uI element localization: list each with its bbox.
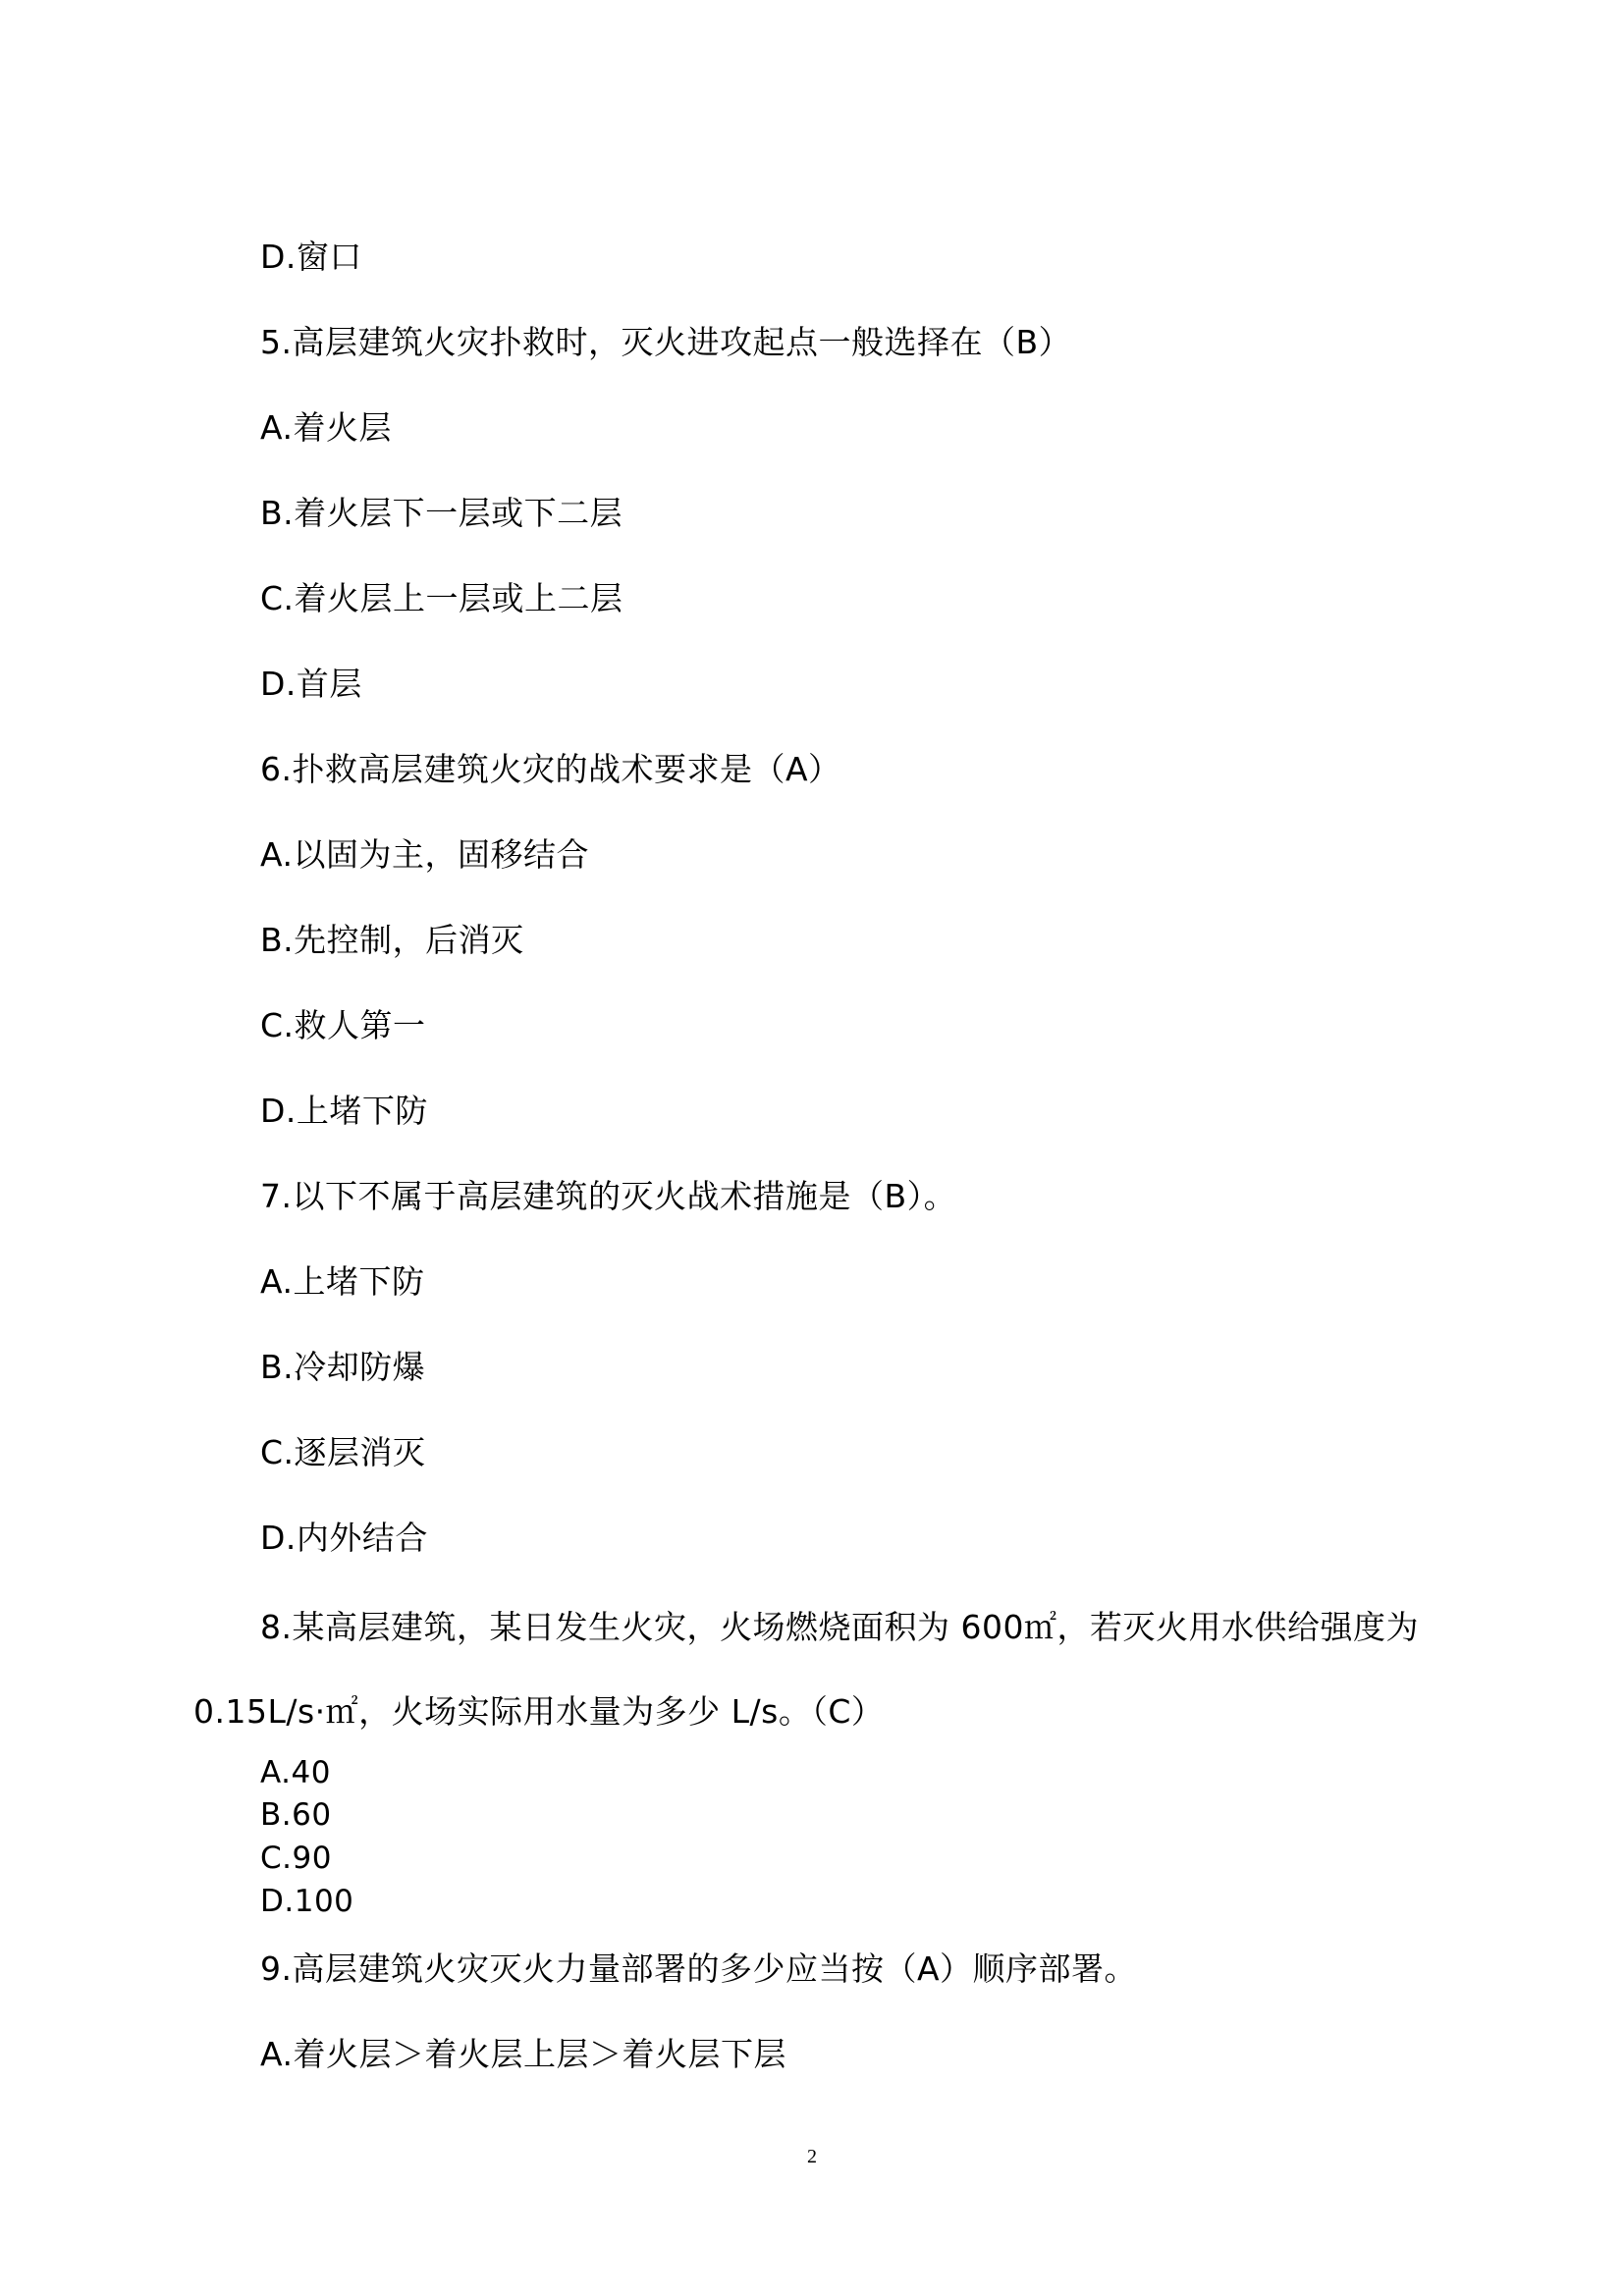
question-7-option-a: A.上堵下防 bbox=[260, 1262, 425, 1301]
question-6-option-b: B.先控制，后消灭 bbox=[260, 921, 524, 959]
question-8-option-b: B.60 bbox=[260, 1797, 332, 1833]
question-7-option-b: B.冷却防爆 bbox=[260, 1348, 426, 1386]
question-8-option-d: D.100 bbox=[260, 1884, 354, 1919]
question-6-option-d: D.上堵下防 bbox=[260, 1092, 428, 1130]
question-8-option-a: A.40 bbox=[260, 1755, 331, 1790]
question-8-line-2: 0.15L/s·㎡，火场实际用水量为多少 L/s。（C） bbox=[193, 1692, 885, 1731]
question-9: 9.高层建筑火灾灭火力量部署的多少应当按（A）顺序部署。 bbox=[260, 1949, 1138, 1988]
question-5: 5.高层建筑火灾扑救时，灭火进攻起点一般选择在（B） bbox=[260, 323, 1072, 361]
question-6: 6.扑救高层建筑火灾的战术要求是（A） bbox=[260, 750, 841, 788]
question-8-line-1: 8.某高层建筑，某日发生火灾，火场燃烧面积为 600㎡，若灭火用水供给强度为 bbox=[260, 1608, 1419, 1646]
question-7-option-c: C.逐层消灭 bbox=[260, 1433, 426, 1471]
question-6-option-a: A.以固为主，固移结合 bbox=[260, 835, 589, 874]
question-7: 7.以下不属于高层建筑的灭火战术措施是（B）。 bbox=[260, 1177, 957, 1215]
question-5-option-d: D.首层 bbox=[260, 665, 362, 703]
question-8-option-c: C.90 bbox=[260, 1841, 332, 1876]
question-6-option-c: C.救人第一 bbox=[260, 1006, 426, 1044]
question-4-option-d: D.窗口 bbox=[260, 238, 362, 276]
question-9-option-a: A.着火层＞着火层上层＞着火层下层 bbox=[260, 2035, 786, 2073]
page-number: 2 bbox=[807, 2146, 817, 2167]
question-5-option-c: C.着火层上一层或上二层 bbox=[260, 579, 623, 617]
question-7-option-d: D.内外结合 bbox=[260, 1519, 428, 1557]
question-5-option-a: A.着火层 bbox=[260, 408, 392, 447]
question-5-option-b: B.着火层下一层或下二层 bbox=[260, 494, 623, 532]
